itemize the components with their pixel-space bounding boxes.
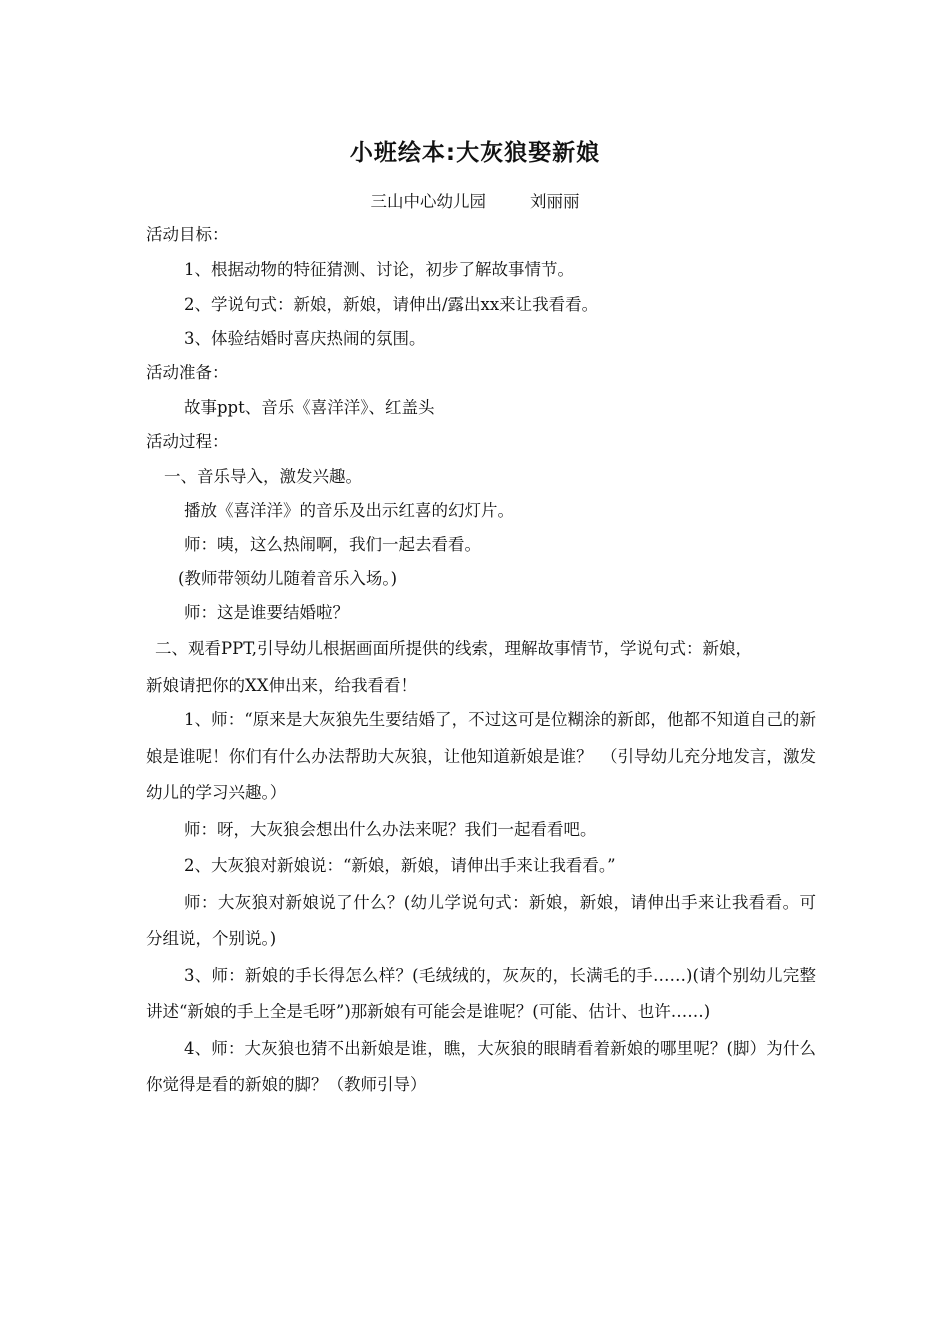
paragraph: 师：大灰狼对新娘说了什么？(幼儿学说句式：新娘，新娘，请伸出手来让我看看。可分组说，个别说。) (146, 892, 816, 948)
goals-heading: 活动目标： (146, 225, 229, 244)
goal-item-3: 3、体验结婚时喜庆热闹的氛围。 (184, 329, 426, 348)
paragraph: 2、大灰狼对新娘说：“新娘，新娘，请伸出手来让我看看。” (184, 856, 616, 875)
author-name: 刘丽丽 (530, 192, 580, 211)
section1-line: 师：这是谁要结婚啦？ (184, 603, 349, 622)
section1-line: (教师带领幼儿随着音乐入场。) (178, 569, 398, 588)
section2-heading-line2: 新娘请把你的XX伸出来，给我看看！ (146, 676, 417, 695)
document-title: 小班绘本:大灰狼娶新娘 (349, 140, 601, 166)
goal-item-2: 2、学说句式：新娘，新娘，请伸出/露出xx来让我看看。 (184, 295, 599, 314)
prep-heading: 活动准备： (146, 363, 229, 382)
kindergarten-name: 三山中心幼儿园 (370, 192, 486, 211)
section1-line: 播放《喜洋洋》的音乐及出示红喜的幻灯片。 (184, 501, 514, 520)
paragraph: 师：呀，大灰狼会想出什么办法来呢？我们一起看看吧。 (184, 819, 597, 839)
paragraph: 3、师：新娘的手长得怎么样？(毛绒绒的，灰灰的，长满毛的手……)(请个别幼儿完整讲述“新娘的手上全是毛呀”)那新娘有可能会是谁呢？(可能、估计、也许……) (146, 965, 816, 1021)
prep-text: 故事ppt、音乐《喜洋洋》、红盖头 (184, 398, 435, 417)
paragraph: 4、师：大灰狼也猜不出新娘是谁，瞧，大灰狼的眼睛看着新娘的哪里呢？(脚）为什么你觉得是看的新娘的脚？（教师引导） (146, 1038, 816, 1094)
author-line (0, 188, 950, 212)
section1-heading: 一、音乐导入，激发兴趣。 (164, 467, 362, 486)
section2-heading-line1: 二、观看PPT,引导幼儿根据画面所提供的线索，理解故事情节，学说句式：新娘， (155, 639, 753, 658)
section2-body (146, 702, 816, 1104)
section1-line: 师：咦，这么热闹啊，我们一起去看看。 (184, 535, 481, 554)
paragraph: 1、师：“原来是大灰狼先生要结婚了，不过这可是位糊涂的新郎，他都不知道自己的新娘是谁呢！你们有什么办法帮助大灰狼，让他知道新娘是谁？ （引导幼儿充分地发言，激发幼儿的学习兴趣。） (146, 710, 816, 802)
process-heading: 活动过程： (146, 432, 229, 451)
goal-item-1: 1、根据动物的特征猜测、讨论，初步了解故事情节。 (184, 260, 574, 279)
